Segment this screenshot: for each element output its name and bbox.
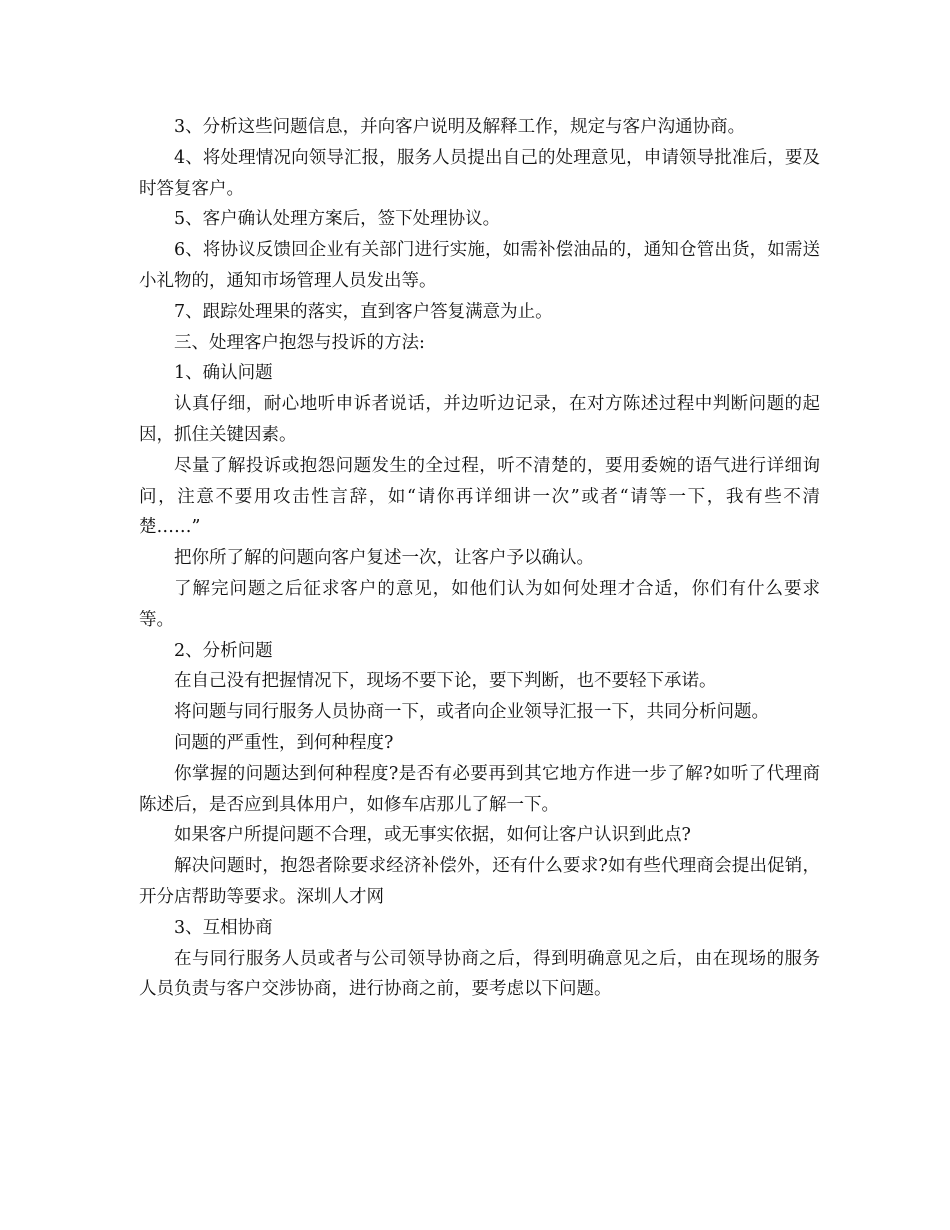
paragraph-ask-opinion: 了解完问题之后征求客户的意见，如他们认为如何处理才合适，你们有什么要求等。 xyxy=(139,578,820,630)
paragraph-unreasonable: 如果客户所提问题不合理，或无事实依据，如何让客户认识到此点? xyxy=(174,825,691,846)
paragraph-consult-colleagues: 将问题与同行服务人员协商一下，或者向企业领导汇报一下，共同分析问题。 xyxy=(174,702,769,723)
paragraph-negotiation: 在与同行服务人员或者与公司领导协商之后，得到明确意见之后，由在现场的服务人员负责与客户交涉协商，进行协商之前，要考虑以下问题。 xyxy=(139,948,820,1000)
paragraph-restate-problem: 把你所了解的问题向客户复述一次，让客户予以确认。 xyxy=(174,548,594,569)
paragraph-no-conclusion: 在自己没有把握情况下，现场不要下论，要下判断，也不要轻下承诺。 xyxy=(174,671,717,692)
paragraph-full-process: 尽量了解投诉或抱怨问题发生的全过程，听不清楚的，要用委婉的语气进行详细询问，注意不要用攻击性言辞，如“请你再详细讲一次”或者“请等一下，我有些不清楚……” xyxy=(139,455,820,538)
paragraph-other-requests: 解决问题时，抱怨者除要求经济补偿外，还有什么要求?如有些代理商会提出促销，开分店帮助等要求。深圳人才网 xyxy=(139,856,820,907)
paragraph-step-4: 4、将处理情况向领导汇报，服务人员提出自己的处理意见，申请领导批准后，要及时答复客户。 xyxy=(139,147,820,199)
paragraph-step-7: 7、跟踪处理果的落实，直到客户答复满意为止。 xyxy=(174,301,553,322)
paragraph-listen-carefully: 认真仔细，耐心地听申诉者说话，并边听边记录，在对方陈述过程中判断问题的起因，抓住关键因素。 xyxy=(139,394,820,445)
subheading-analyze-problem: 2、分析问题 xyxy=(174,640,273,661)
subheading-confirm-problem: 1、确认问题 xyxy=(174,363,273,384)
section-heading-methods: 三、处理客户抱怨与投诉的方法: xyxy=(174,332,425,353)
paragraph-severity: 问题的严重性，到何种程度? xyxy=(174,732,394,753)
subheading-mutual-negotiation: 3、互相协商 xyxy=(174,917,273,938)
paragraph-step-6: 6、将协议反馈回企业有关部门进行实施，如需补偿油品的，通知仓管出货，如需送小礼物的，通知市场管理人员发出等。 xyxy=(139,240,820,291)
paragraph-extent: 你掌握的问题达到何种程度?是否有必要再到其它地方作进一步了解?如听了代理商陈述后，是否应到具体用户，如修车店那儿了解一下。 xyxy=(139,763,820,815)
paragraph-step-5: 5、客户确认处理方案后，签下处理协议。 xyxy=(174,209,501,230)
paragraph-step-3: 3、分析这些问题信息，并向客户说明及解释工作，规定与客户沟通协商。 xyxy=(174,117,746,137)
